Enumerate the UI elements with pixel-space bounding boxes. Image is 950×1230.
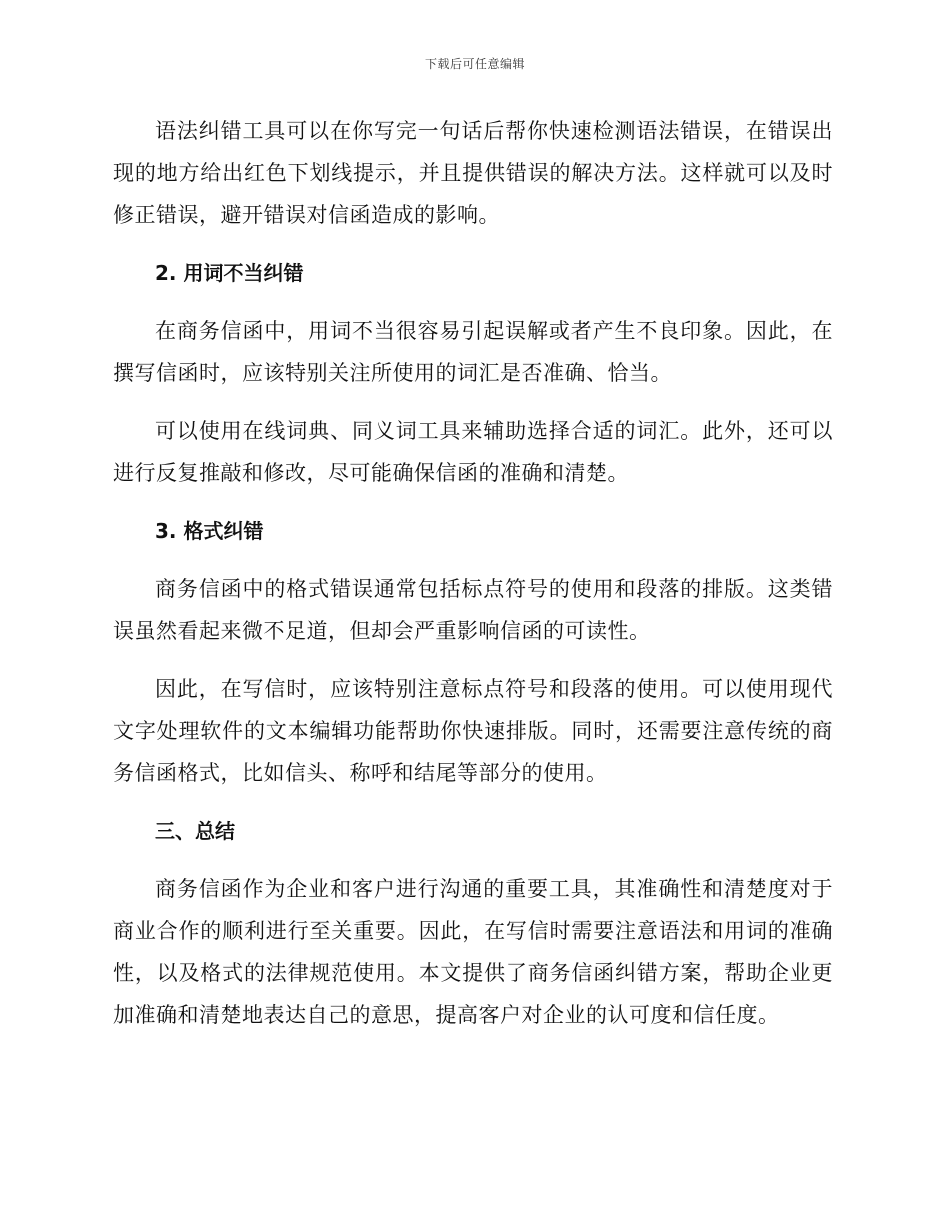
paragraph-word-choice-intro: 在商务信函中，用词不当很容易引起误解或者产生不良印象。因此，在撰写信函时，应该特别关注所使用的词汇是否准确、恰当。 — [113, 319, 833, 385]
page-header: 下载后可任意编辑 — [424, 57, 525, 71]
section-heading-word-choice: 2. 用词不当纠错 — [155, 261, 304, 285]
section-heading-summary: 三、总结 — [155, 819, 235, 843]
paragraph-word-choice-tools: 可以使用在线词典、同义词工具来辅助选择合适的词汇。此外，还可以进行反复推敲和修改，尽可能确保信函的准确和清楚。 — [113, 419, 833, 485]
paragraph-grammar-tool: 语法纠错工具可以在你写完一句话后帮你快速检测语法错误，在错误出现的地方给出红色下划线提示，并且提供错误的解决方法。这样就可以及时修正错误，避开错误对信函造成的影响。 — [113, 119, 833, 227]
paragraph-summary: 商务信函作为企业和客户进行沟通的重要工具，其准确性和清楚度对于商业合作的顺利进行至关重要。因此，在写信时需要注意语法和用词的准确性，以及格式的法律规范使用。本文提供了商务信函纠错方案，帮助企业更加准确和清楚地表达自己的意思，提高客户对企业的认可度和信任度。 — [113, 877, 833, 1027]
paragraph-format-tips: 因此，在写信时，应该特别注意标点符号和段落的使用。可以使用现代文字处理软件的文本编辑功能帮助你快速排版。同时，还需要注意传统的商务信函格式，比如信头、称呼和结尾等部分的使用。 — [113, 677, 833, 785]
document-body — [113, 110, 833, 1052]
paragraph-format-intro: 商务信函中的格式错误通常包括标点符号的使用和段落的排版。这类错误虽然看起来微不足道，但却会严重影响信函的可读性。 — [113, 577, 833, 643]
section-heading-format: 3. 格式纠错 — [155, 519, 264, 543]
